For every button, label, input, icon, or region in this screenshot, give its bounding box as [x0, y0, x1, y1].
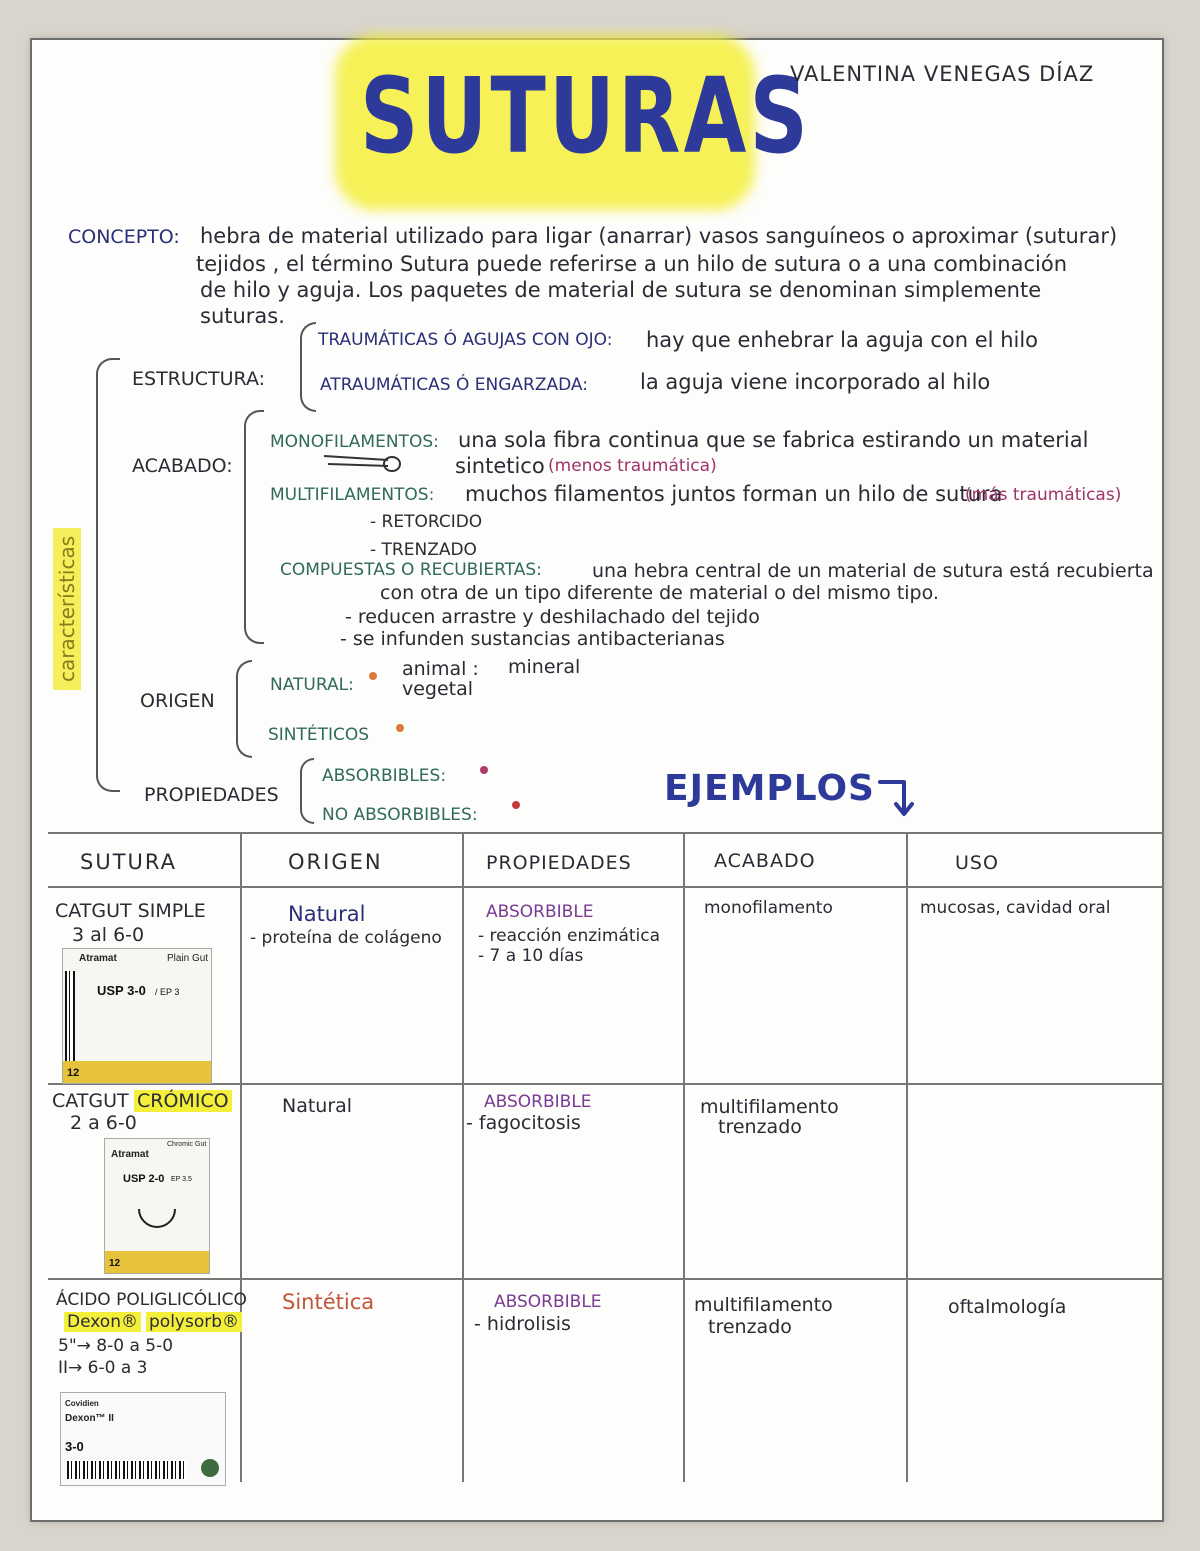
- multi-sub-2: - TRENZADO: [370, 540, 477, 560]
- row2-suture-package: Atramat Chromic Gut USP 2-0 EP 3.5 12: [104, 1138, 210, 1274]
- mono-note: (menos traumática): [548, 456, 717, 476]
- concepto-line-4: suturas.: [200, 304, 285, 328]
- header-origen: ORIGEN: [288, 850, 383, 874]
- origen-brace: [236, 660, 252, 758]
- no-absorbibles-label: NO ABSORBIBLES:: [322, 805, 478, 825]
- natural-mineral: mineral: [508, 656, 581, 678]
- row1-sutura-name: CATGUT SIMPLE: [55, 900, 206, 922]
- multi-note: (más traumáticas): [965, 485, 1122, 505]
- row1-origen: Natural: [288, 902, 366, 926]
- ejemplos-heading: EJEMPLOS: [664, 768, 875, 809]
- row1-propiedad: ABSORBIBLE: [486, 902, 594, 922]
- row3-acabado-2: trenzado: [708, 1316, 792, 1338]
- estructura-term-1: TRAUMÁTICAS Ó AGUJAS CON OJO:: [318, 330, 613, 350]
- natural-animal: animal :: [402, 658, 479, 680]
- table-top-line: [48, 832, 1164, 834]
- row2-acabado-1: multifilamento: [700, 1096, 839, 1118]
- mono-desc-1: una sola fibra continua que se fabrica estirando un material: [458, 428, 1089, 452]
- author-name: VALENTINA VENEGAS DÍAZ: [790, 62, 1095, 86]
- row3-propiedad: ABSORBIBLE: [494, 1292, 602, 1312]
- comp-desc-1: una hebra central de un material de sutura está recubierta: [592, 560, 1154, 582]
- natural-dot: [369, 672, 377, 680]
- header-sutura: SUTURA: [80, 850, 178, 874]
- row2-propiedad: ABSORBIBLE: [484, 1092, 592, 1112]
- row3-sutura-name: ÁCIDO POLIGLICÓLICO: [56, 1290, 247, 1310]
- row3-propiedad-detail: - hidrolisis: [474, 1313, 571, 1335]
- row2-origen: Natural: [282, 1095, 353, 1117]
- origen-label: ORIGEN: [140, 690, 215, 712]
- table-col-line-3: [683, 832, 685, 1482]
- comp-term: COMPUESTAS O RECUBIERTAS:: [280, 560, 542, 580]
- mono-term: MONOFILAMENTOS:: [270, 432, 439, 452]
- row1-sutura-range: 3 al 6-0: [72, 924, 145, 946]
- table-header-line: [48, 886, 1164, 888]
- row3-brand-dexon: Dexon®: [64, 1312, 141, 1332]
- title-block: [335, 35, 812, 210]
- concepto-line-1: hebra de material utilizado para ligar (anarrar) vasos sanguíneos o aproximar (suturar): [200, 224, 1118, 248]
- table-row-line-2: [48, 1278, 1164, 1280]
- header-propiedades: PROPIEDADES: [486, 852, 632, 874]
- row2-acabado-2: trenzado: [718, 1116, 802, 1138]
- acabado-brace: [244, 410, 264, 644]
- header-uso: USO: [955, 852, 999, 874]
- concepto-label: CONCEPTO:: [68, 226, 180, 248]
- table-col-line-4: [906, 832, 908, 1482]
- natural-vegetal: vegetal: [402, 678, 474, 700]
- comp-bullet-2: - se infunden sustancias antibacterianas: [340, 628, 725, 650]
- estructura-term-2: ATRAUMÁTICAS Ó ENGARZADA:: [320, 375, 588, 395]
- arrow-down-icon: [874, 778, 914, 820]
- table-col-line-1: [240, 832, 242, 1482]
- row1-origen-detail: - proteína de colágeno: [250, 928, 442, 948]
- natural-label: NATURAL:: [270, 675, 354, 695]
- concepto-line-3: de hilo y aguja. Los paquetes de material de sutura se denominan simplemente: [200, 278, 1042, 302]
- acabado-label: ACABADO:: [132, 455, 233, 477]
- sinteticos-label: SINTÉTICOS: [268, 725, 370, 745]
- table-col-line-2: [462, 832, 464, 1482]
- row1-suture-package: Atramat Plain Gut USP 3-0 / EP 3 12: [62, 948, 212, 1084]
- multi-sub-1: - RETORCIDO: [370, 512, 483, 532]
- row2-sutura-name: CATGUT: [52, 1090, 129, 1112]
- page-title: SUTURAS: [360, 55, 812, 177]
- concepto-line-2: tejidos , el término Sutura puede referirse a un hilo de sutura o a una combinación: [196, 252, 1068, 276]
- absorbibles-dot: [480, 766, 488, 774]
- row1-propiedad-detail-1: - reacción enzimática: [478, 926, 661, 946]
- row2-sutura-type: CRÓMICO: [134, 1090, 232, 1112]
- multi-desc: muchos filamentos juntos forman un hilo de sutura: [465, 482, 1003, 506]
- row2-propiedad-detail: - fagocitosis: [466, 1112, 581, 1134]
- estructura-desc-1: hay que enhebrar la aguja con el hilo: [646, 328, 1039, 352]
- row3-acabado-1: multifilamento: [694, 1294, 833, 1316]
- row2-sutura-range: 2 a 6-0: [70, 1112, 137, 1134]
- propiedades-brace: [300, 758, 314, 824]
- row3-uso: oftalmología: [948, 1296, 1067, 1318]
- table-row-line-1: [48, 1083, 1164, 1085]
- row1-propiedad-detail-2: - 7 a 10 días: [478, 946, 584, 966]
- mono-desc-2: sintetico: [455, 454, 545, 478]
- absorbibles-label: ABSORBIBLES:: [322, 766, 447, 786]
- row3-origen: Sintética: [282, 1290, 375, 1314]
- row3-brand-polysorb: polysorb®: [146, 1312, 242, 1332]
- estructura-desc-2: la aguja viene incorporado al hilo: [640, 370, 991, 394]
- row1-acabado: monofilamento: [704, 898, 833, 918]
- header-acabado: ACABADO: [714, 850, 816, 872]
- row3-suture-package: Covidien Dexon™ II 3-0: [60, 1392, 226, 1486]
- no-absorbibles-dot: [512, 801, 520, 809]
- row3-range-2: II→ 6-0 a 3: [58, 1358, 148, 1378]
- estructura-label: ESTRUCTURA:: [132, 368, 266, 390]
- row1-uso: mucosas, cavidad oral: [920, 898, 1111, 918]
- estructura-brace: [300, 322, 316, 412]
- caracteristicas-label: características: [53, 528, 81, 690]
- comp-desc-2: con otra de un tipo diferente de material o del mismo tipo.: [380, 582, 939, 604]
- comp-bullet-1: - reducen arrastre y deshilachado del tejido: [345, 606, 760, 628]
- multi-term: MULTIFILAMENTOS:: [270, 485, 435, 505]
- sinteticos-dot: [396, 724, 404, 732]
- caracteristicas-brace: [96, 358, 120, 792]
- propiedades-label: PROPIEDADES: [144, 784, 279, 806]
- row3-range-1: 5"→ 8-0 a 5-0: [58, 1336, 174, 1356]
- needle-sketch-icon: [322, 450, 402, 474]
